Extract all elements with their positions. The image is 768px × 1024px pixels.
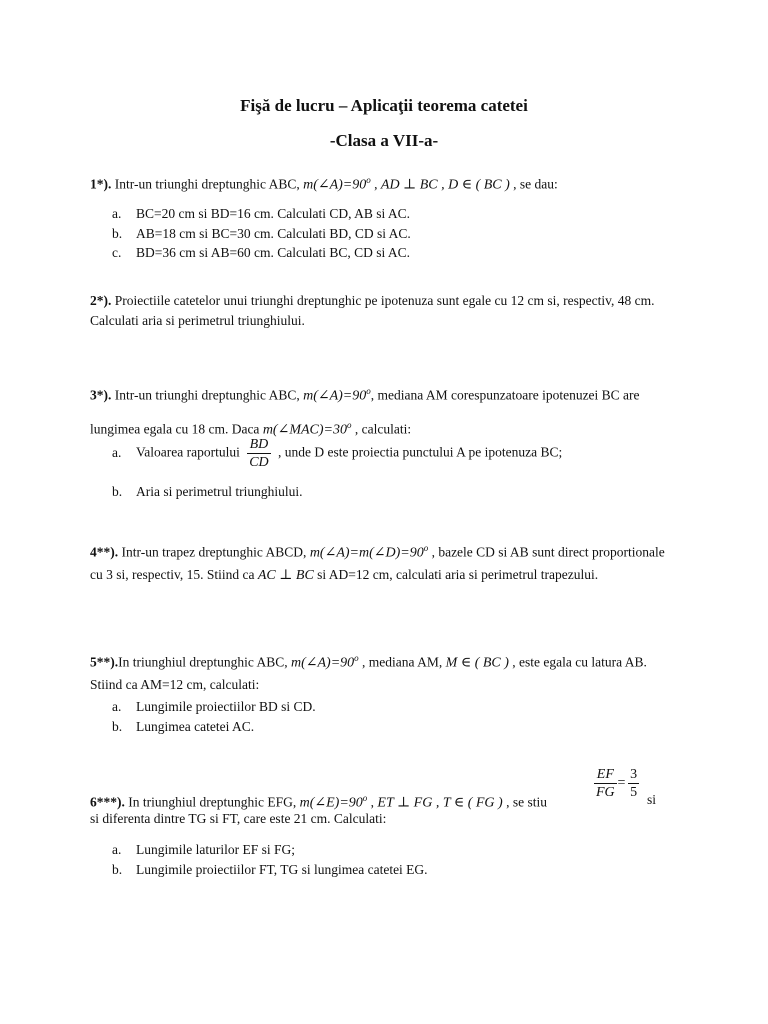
item-marker: b. xyxy=(112,484,123,499)
item-marker: b. xyxy=(112,861,123,877)
problem-number: 2*). xyxy=(90,293,112,308)
item-marker: a. xyxy=(112,699,122,714)
math-expression: m(∠A)=90 xyxy=(303,388,367,404)
item-marker: a. xyxy=(112,444,122,460)
list-item xyxy=(112,243,411,263)
problem-text: Intr-un triunghi dreptunghic ABC, xyxy=(111,176,304,192)
item-text: Lungimea catetei AC. xyxy=(136,718,255,734)
page-title: Fişă de lucru – Aplicaţii teorema catetei xyxy=(240,96,528,115)
problem-text: , mediana AM, xyxy=(358,654,446,670)
degree-superscript: o xyxy=(423,543,429,553)
math-expression: ET ⊥ FG , T ∈ ( FG ) xyxy=(377,795,503,811)
problem-text: , este egala cu latura AB. Stiind ca AM=12 cm, calculati: xyxy=(90,654,647,692)
item-marker: b. xyxy=(112,718,123,734)
problem-text: In triunghiul dreptunghic ABC, xyxy=(118,654,291,670)
item-marker: a. xyxy=(112,842,122,857)
item-marker: c. xyxy=(112,245,122,260)
problem-text: , mediana AM corespunzatoare ipotenuzei BC are lungimea egala cu 18 cm. Daca xyxy=(90,387,640,436)
item-marker: a. xyxy=(112,206,122,221)
problem-text: , se stiu xyxy=(502,794,547,810)
list-item xyxy=(112,717,316,737)
math-expression: m(∠E)=90 xyxy=(299,795,363,811)
fraction-numerator: BD xyxy=(247,436,270,454)
degree-superscript: o xyxy=(366,386,371,396)
item-text: Aria si perimetrul triunghiului. xyxy=(136,484,303,499)
item-text: , unde D este proiectia punctului A pe ipotenuza BC; xyxy=(274,444,563,460)
problem-number: 1*). xyxy=(90,176,112,192)
item-text: Valoarea raportului xyxy=(136,444,244,460)
problem-1-subitems xyxy=(112,204,411,263)
problem-text: Intr-un triunghi dreptunghic ABC, xyxy=(111,387,304,403)
item-text: BD=36 cm si AB=60 cm. Calculati BC, CD si AC. xyxy=(136,245,410,260)
problem-3-item-b xyxy=(112,482,302,501)
fraction-ef-fg xyxy=(594,766,617,801)
fraction-numerator: 3 xyxy=(630,767,638,782)
problem-number: 6***). xyxy=(90,794,125,810)
list-item xyxy=(112,697,316,717)
math-expression: m(∠A)=90 xyxy=(303,177,367,193)
fraction-denominator: FG xyxy=(596,785,615,800)
problem-text: si diferenta dintre TG si FT, care este 21 cm. Calculati: xyxy=(90,811,387,826)
fraction-denominator: 5 xyxy=(630,785,638,800)
degree-superscript: o xyxy=(354,653,359,663)
fraction-denominator: CD xyxy=(249,455,269,470)
problem-text: , se dau: xyxy=(509,176,558,192)
item-text: AB=18 cm si BC=30 cm. Calculati BD, CD si AC. xyxy=(136,225,411,241)
problem-5 xyxy=(90,648,680,695)
math-expression: m(∠A)=m(∠D)=90 xyxy=(309,545,424,561)
problem-3-item-a xyxy=(112,436,712,471)
problem-text: In triunghiul dreptunghic EFG, xyxy=(124,794,300,810)
degree-superscript: o xyxy=(346,419,352,430)
item-text: Lungimile proiectiilor FT, TG si lungimea catetei EG. xyxy=(136,861,428,877)
math-expression: AC ⊥ BC xyxy=(257,567,314,583)
equals-sign: = xyxy=(616,775,627,791)
problem-text: si AD=12 cm, calculati aria si perimetrul trapezului. xyxy=(313,566,599,582)
problem-text: Proiectiile catetelor unui triunghi dreptunghic pe ipotenuza sunt egale cu 12 cm si, respectiv, 48 cm. Calculati aria si perimetrul triunghiului. xyxy=(90,293,655,328)
list-item xyxy=(112,204,411,224)
problem-6-continued: si xyxy=(647,792,657,807)
problem-text: , xyxy=(367,794,378,810)
problem-text: Intr-un trapez dreptunghic ABCD, xyxy=(118,544,310,560)
problem-6-line-2 xyxy=(90,809,680,829)
problem-text: , bazele CD si AB sunt direct proportionale cu 3 si, respectiv, 15. Stiind ca xyxy=(90,544,665,582)
fraction-bd-cd xyxy=(247,436,270,471)
problem-text: , xyxy=(370,176,381,192)
item-text: Lungimile proiectiilor BD si CD. xyxy=(136,699,316,714)
fraction-3-5 xyxy=(628,766,639,801)
problem-5-subitems xyxy=(112,697,316,736)
math-expression: m(∠MAC)=30 xyxy=(262,422,347,437)
problem-text: , calculati: xyxy=(351,421,412,436)
math-expression: M ∈ ( BC ) xyxy=(445,655,509,671)
fraction-numerator: EF xyxy=(594,766,617,784)
degree-superscript: o xyxy=(366,175,371,185)
problem-3 xyxy=(90,377,680,444)
item-text: BC=20 cm si BD=16 cm. Calculati CD, AB si AC. xyxy=(136,206,410,221)
degree-superscript: o xyxy=(362,793,368,803)
problem-number: 3*). xyxy=(90,387,112,403)
problem-number: 5**). xyxy=(90,654,119,670)
problem-number: 4**). xyxy=(90,544,119,560)
list-item xyxy=(112,860,428,880)
problem-4 xyxy=(90,538,680,586)
item-text: Lungimile laturilor EF si FG; xyxy=(136,842,295,857)
math-expression: AD ⊥ BC , D ∈ ( BC ) xyxy=(380,177,510,193)
problem-6-ratio xyxy=(594,766,639,801)
problem-2 xyxy=(90,291,680,331)
page-subtitle: -Clasa a VII-a- xyxy=(329,131,439,150)
math-expression: m(∠A)=90 xyxy=(291,655,355,671)
list-item xyxy=(112,840,428,860)
problem-1 xyxy=(90,170,680,196)
problem-6-subitems xyxy=(112,840,428,879)
item-marker: b. xyxy=(112,225,123,241)
list-item xyxy=(112,224,411,244)
